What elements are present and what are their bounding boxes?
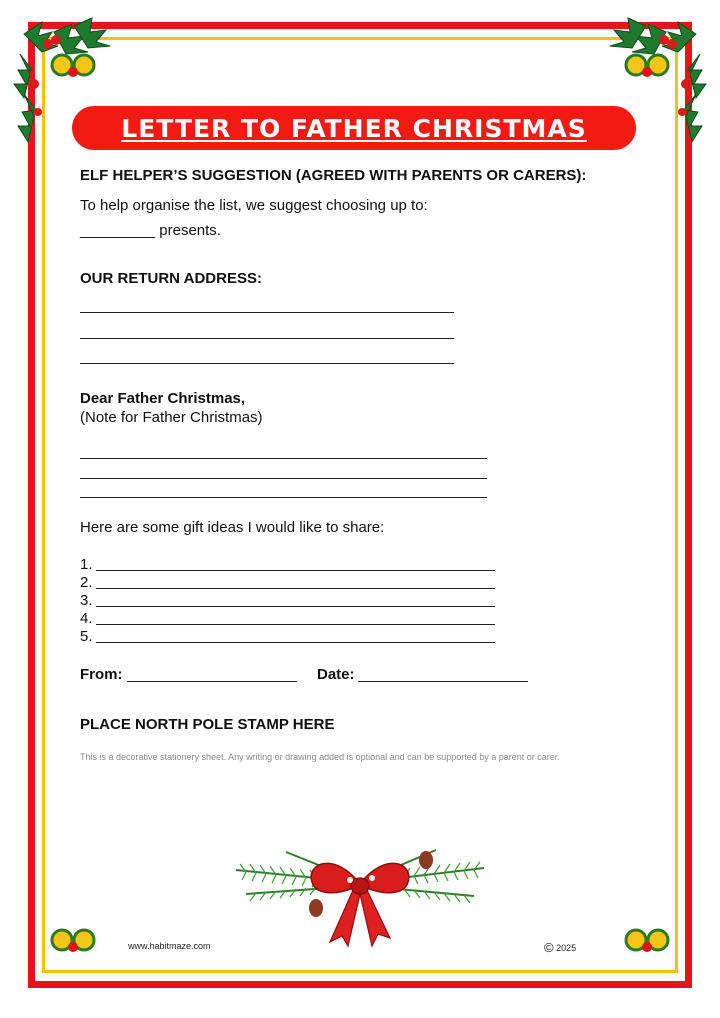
gift-number: 5. (80, 628, 93, 645)
address-line[interactable] (80, 312, 454, 313)
gift-line[interactable] (96, 588, 495, 589)
presents-blank[interactable]: _________ (80, 222, 156, 239)
address-line[interactable] (80, 338, 454, 339)
note-label: (Note for Father Christmas) (80, 409, 263, 426)
footnote: This is a decorative stationery sheet. Any writing or drawing added is optional and can be supported by a parent or carer. (80, 752, 560, 762)
date-line[interactable] (358, 681, 528, 682)
suggestion-line: To help organise the list, we suggest choosing up to: (80, 197, 428, 214)
salutation: Dear Father Christmas, (80, 390, 246, 407)
ornament-pair-icon (50, 927, 96, 955)
return-address-heading: OUR RETURN ADDRESS: (80, 270, 262, 287)
gift-line[interactable] (96, 606, 495, 607)
bow-garland-icon (226, 842, 494, 952)
suggestion-heading: ELF HELPER’S SUGGESTION (AGREED WITH PARENTS OR CARERS): (80, 167, 587, 184)
gift-line[interactable] (96, 624, 495, 625)
ornament-pair-icon (624, 927, 670, 955)
copyright-year: 2025 (556, 943, 577, 953)
presents-count-line (80, 222, 221, 240)
gift-line[interactable] (96, 642, 495, 643)
gift-line[interactable] (96, 570, 495, 571)
stamp-placeholder: PLACE NORTH POLE STAMP HERE (80, 716, 335, 733)
gift-number: 3. (80, 592, 93, 609)
note-line[interactable] (80, 497, 487, 498)
title-banner (72, 106, 636, 150)
note-line[interactable] (80, 458, 487, 459)
ornament-pair-icon (624, 52, 670, 80)
ornament-pair-icon (50, 52, 96, 80)
gift-number: 2. (80, 574, 93, 591)
presents-label: presents. (155, 222, 221, 239)
gift-number: 4. (80, 610, 93, 627)
website-link[interactable]: www.habitmaze.com (128, 941, 211, 951)
from-label: From: (80, 666, 123, 683)
date-label: Date: (317, 666, 355, 683)
from-line[interactable] (127, 681, 297, 682)
copyright-symbol: © (544, 940, 554, 955)
address-line[interactable] (80, 363, 454, 364)
page-title: LETTER TO FATHER CHRISTMAS (121, 113, 587, 143)
gift-number: 1. (80, 556, 93, 573)
copyright (544, 940, 576, 955)
note-line[interactable] (80, 478, 487, 479)
gift-intro: Here are some gift ideas I would like to share: (80, 519, 385, 536)
